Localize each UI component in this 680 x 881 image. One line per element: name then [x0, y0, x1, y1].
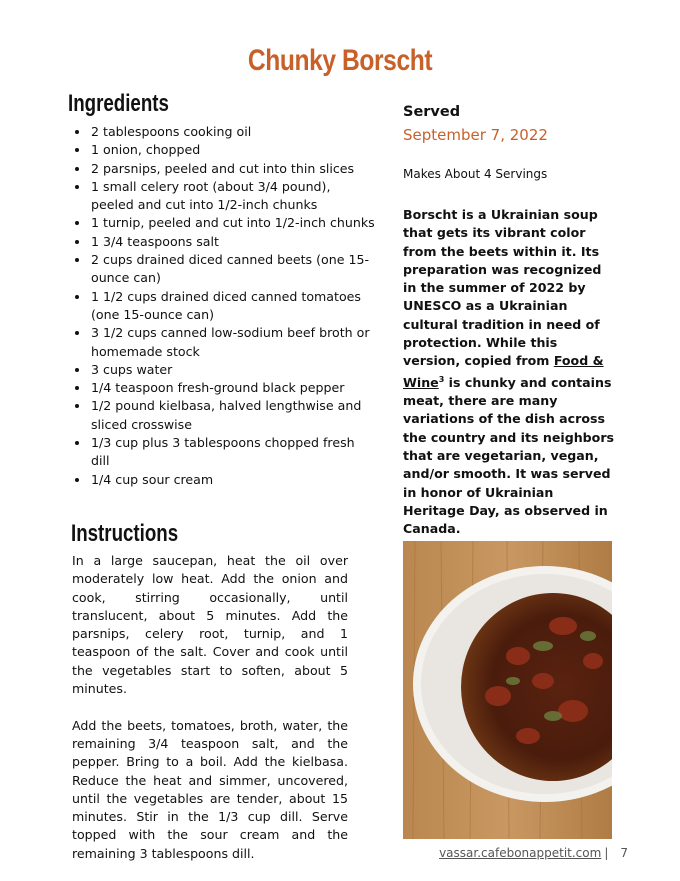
instruction-paragraph: Add the beets, tomatoes, broth, water, the remaining 3/4 teaspoon salt, and the pepper. Bring to a boil. Add the kielbasa. Reduce the heat and simmer, uncovered, until the vegetables are tender, about 15 minutes. Stir in the 1/3 cup dill. Serve topped with the sour cream and the remaining 3 tablespoons dill. [72, 717, 348, 861]
ingredient-item: • 1 onion, chopped [90, 141, 375, 159]
servings-text: Makes About 4 Servings [403, 167, 548, 181]
ingredient-item: • 1 1/2 cups drained diced canned tomatoes (one 15-ounce can) [90, 288, 375, 325]
recipe-description [403, 206, 615, 539]
description-text-continued: is chunky and contains meat, there are many variations of the dish across the country and its neighbors that are vegetarian, vegan, and/or smooth. It was served in honor of Ukrainian Heritage Day, as observed in Canada. [403, 374, 615, 537]
page-number: 7 [620, 846, 628, 860]
ingredient-item: • 1 turnip, peeled and cut into 1/2-inch chunks [90, 214, 375, 232]
ingredients-list [72, 123, 375, 489]
ingredient-item: • 1/4 cup sour cream [90, 471, 375, 489]
borscht-photo [403, 541, 612, 839]
recipe-title: Chunky Borscht [247, 44, 433, 77]
ingredient-item: • 1 3/4 teaspoons salt [90, 233, 375, 251]
ingredients-heading: Ingredients [68, 90, 169, 117]
ingredient-item: • 2 cups drained diced canned beets (one 15-ounce can) [90, 251, 375, 288]
ingredient-item: • 1/3 cup plus 3 tablespoons chopped fresh dill [90, 434, 375, 471]
ingredient-item: • 1 small celery root (about 3/4 pound), peeled and cut into 1/2-inch chunks [90, 178, 375, 215]
instruction-paragraph: In a large saucepan, heat the oil over moderately low heat. Add the onion and cook, stirring occasionally, until translucent, about 5 minutes. Add the parsnips, celery root, turnip, and 1 teaspoon of the salt. Cover and cook until the vegetables start to soften, about 5 minutes. [72, 553, 348, 697]
ingredient-item: • 3 cups water [90, 361, 375, 379]
ingredient-item: • 3 1/2 cups canned low-sodium beef broth or homemade stock [90, 324, 375, 361]
ingredient-item: • 1/4 teaspoon fresh-ground black pepper [90, 379, 375, 397]
ingredient-item: • 1/2 pound kielbasa, halved lengthwise and sliced crosswise [90, 397, 375, 434]
served-label: Served [403, 104, 461, 120]
description-text: Borscht is a Ukrainian soup that gets its vibrant color from the beets within it. Its preparation was recognized in the summer of 2022 by UNESCO as a Ukrainian cultural tradition in need of protection. While this version, copied from [403, 207, 602, 369]
footer-separator: | [604, 846, 609, 860]
food-and-wine-link[interactable]: Food & Wine [403, 353, 604, 390]
footnote-marker: 3 [438, 374, 445, 384]
page-footer [439, 846, 628, 860]
instructions-heading: Instructions [71, 520, 179, 547]
instructions-body [72, 552, 348, 881]
served-date: September 7, 2022 [403, 126, 548, 144]
ingredient-item: • 2 tablespoons cooking oil [90, 123, 375, 141]
ingredient-item: • 2 parsnips, peeled and cut into thin slices [90, 160, 375, 178]
footer-link[interactable]: vassar.cafebonappetit.com [439, 846, 602, 860]
